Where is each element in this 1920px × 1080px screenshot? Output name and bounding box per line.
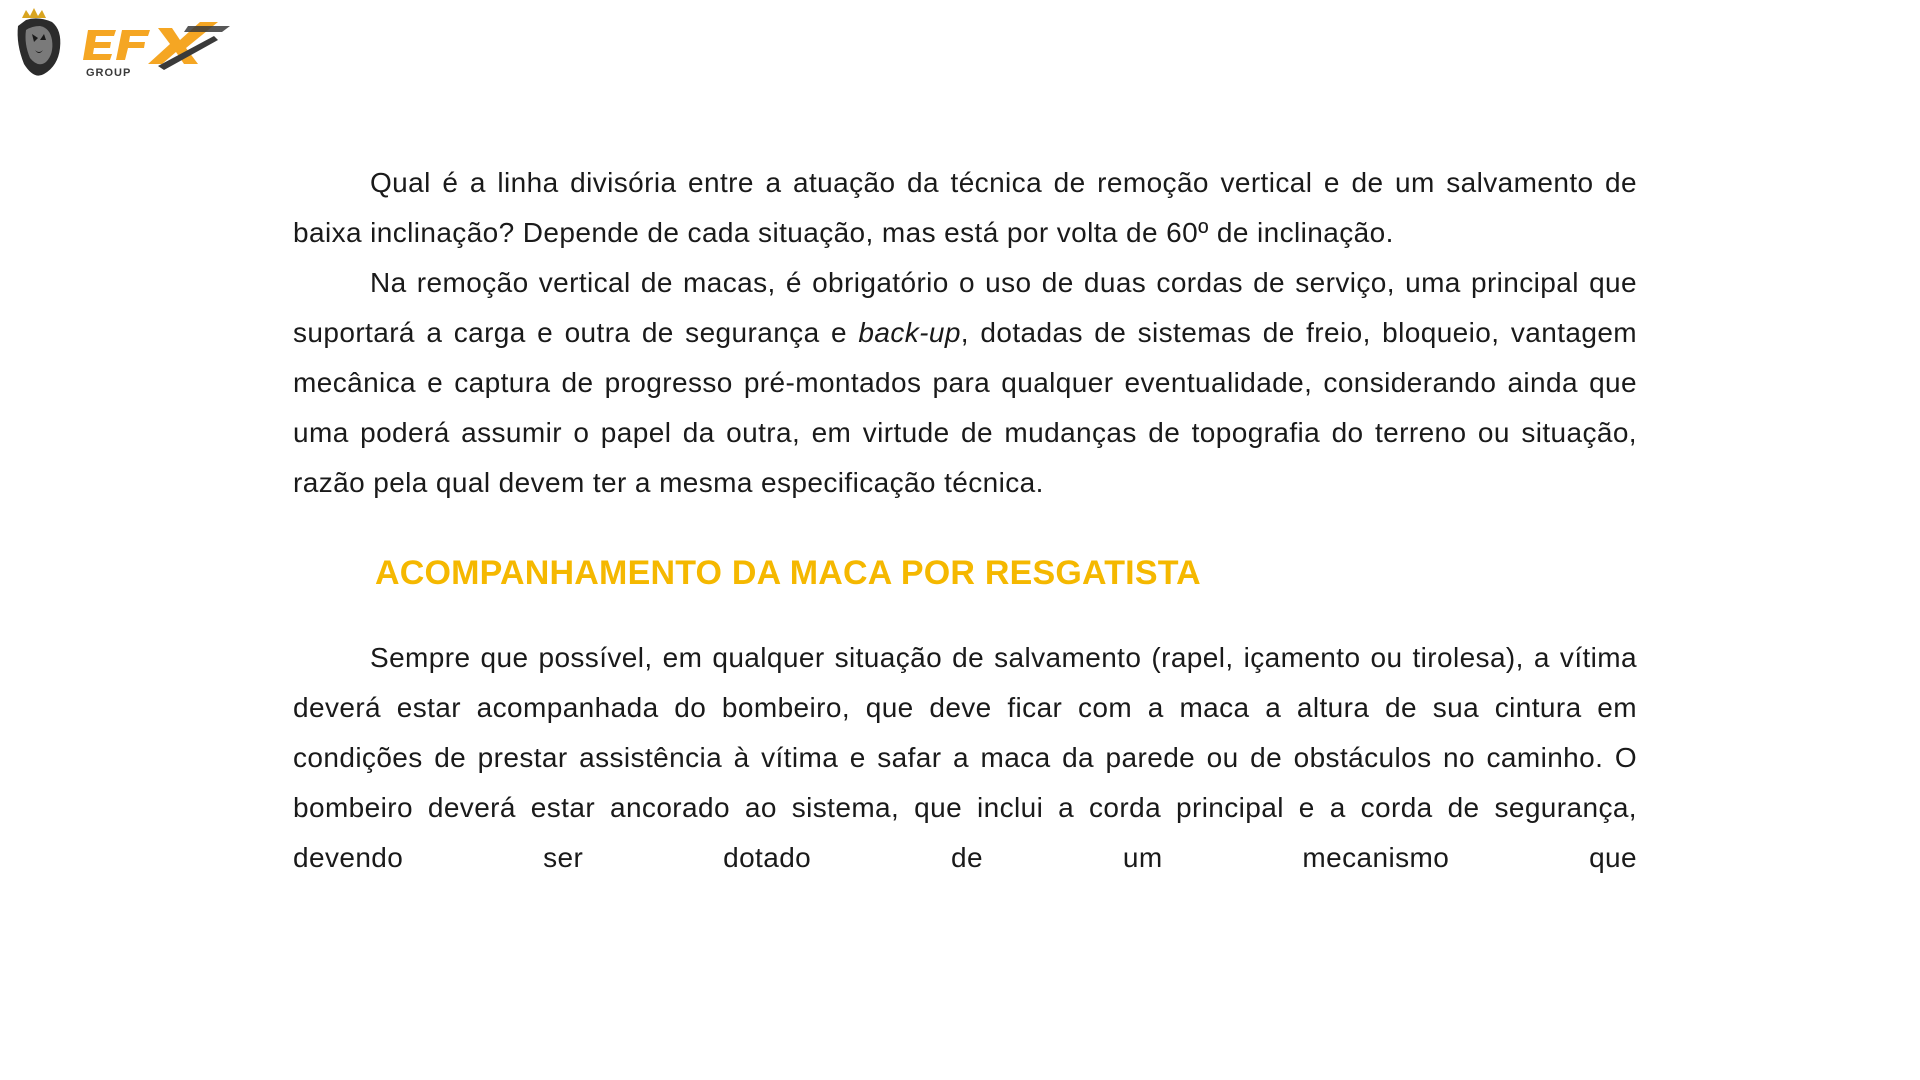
paragraph-3-text: Sempre que possível, em qualquer situação de salvamento (rapel, içamento ou tirolesa), a vítima deverá estar acompanhada do bombeiro, que deve ficar com a maca a altura de sua cintura em condições de prestar assistência à vítima e safar a maca da parede ou de obstáculos no caminho. O bombeiro deverá estar ancorado ao sistema, que inclui a corda principal e a corda de segurança, devendo ser dotado de um mecanismo que bbox=[293, 642, 1637, 873]
paragraph-1 bbox=[293, 158, 1637, 258]
lion-icon bbox=[18, 8, 61, 76]
paragraph-1-text: Qual é a linha divisória entre a atuação da técnica de remoção vertical e de um salvamento de baixa inclinação? Depende de cada situação, mas está por volta de 60º de inclinação. bbox=[293, 167, 1637, 248]
paragraph-2-text-b: , dotadas de sistemas de freio, bloqueio, vantagem mecânica e captura de progresso pré-montados para qualquer eventualidade, considerando ainda que uma poderá assumir o papel da outra, em virtude de mudanças de topografia do terreno ou situação, razão pela qual devem ter a mesma especificação técnica. bbox=[293, 317, 1638, 498]
efx-group-logo bbox=[8, 4, 238, 84]
paragraph-2-italic: back-up bbox=[858, 317, 961, 348]
paragraph-2-text-a: Na remoção vertical de macas, é obrigatório o uso de duas cordas de serviço, uma principal que suportará a carga e outra de segurança e bbox=[293, 267, 1637, 348]
efx-wordmark bbox=[83, 22, 230, 70]
section-heading: ACOMPANHAMENTO DA MACA POR RESGATISTA bbox=[375, 554, 1201, 592]
paragraph-2 bbox=[293, 258, 1637, 508]
paragraph-3 bbox=[293, 633, 1637, 883]
document-page bbox=[293, 158, 1637, 883]
group-subtext: GROUP bbox=[86, 67, 132, 79]
